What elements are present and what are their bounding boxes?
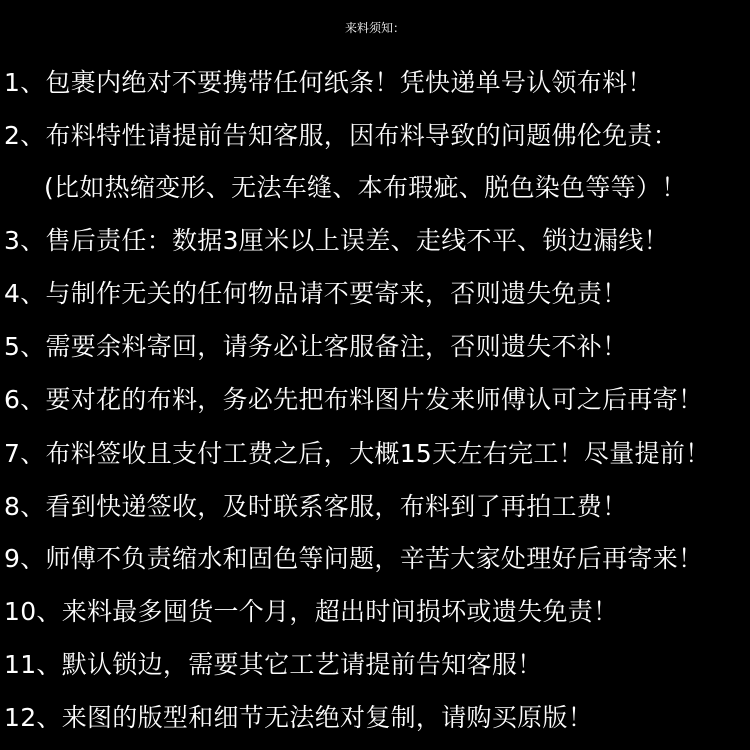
rule-item-5: 5、需要余料寄回，请务必让客服备注，否则遗失不补！ (4, 332, 628, 361)
page-title: 来料须知： (344, 21, 405, 35)
rule-item-3: 3、售后责任：数据3厘米以上误差、走线不平、锁边漏线！ (4, 226, 669, 255)
rule-item-6: 6、要对花的布料，务必先把布料图片发来师傅认可之后再寄！ (4, 385, 704, 414)
rule-item-2: 2、布料特性请提前告知客服，因布料导致的问题佛伦免责： (4, 121, 679, 150)
rule-item-4: 4、与制作无关的任何物品请不要寄来，否则遗失免责！ (4, 279, 628, 308)
rule-item-12: 12、来图的版型和细节无法绝对复制，请购买原版！ (4, 703, 594, 732)
rule-item-10: 10、来料最多囤货一个月，超出时间损坏或遗失免责！ (4, 597, 619, 626)
rule-item-9: 9、师傅不负责缩水和固色等问题，辛苦大家处理好后再寄来！ (4, 544, 704, 573)
rule-item-2-note: (比如热缩变形、无法车缝、本布瑕疵、脱色染色等等）！ (44, 173, 687, 202)
rule-item-11: 11、默认锁边，需要其它工艺请提前告知客服！ (4, 650, 543, 679)
rule-item-1: 1、包裹内绝对不要携带任何纸条！凭快递单号认领布料！ (4, 68, 653, 97)
rule-item-7: 7、布料签收且支付工费之后，大概15天左右完工！尽量提前！ (4, 439, 711, 468)
rule-item-8: 8、看到快递签收，及时联系客服，布料到了再拍工费！ (4, 492, 628, 521)
